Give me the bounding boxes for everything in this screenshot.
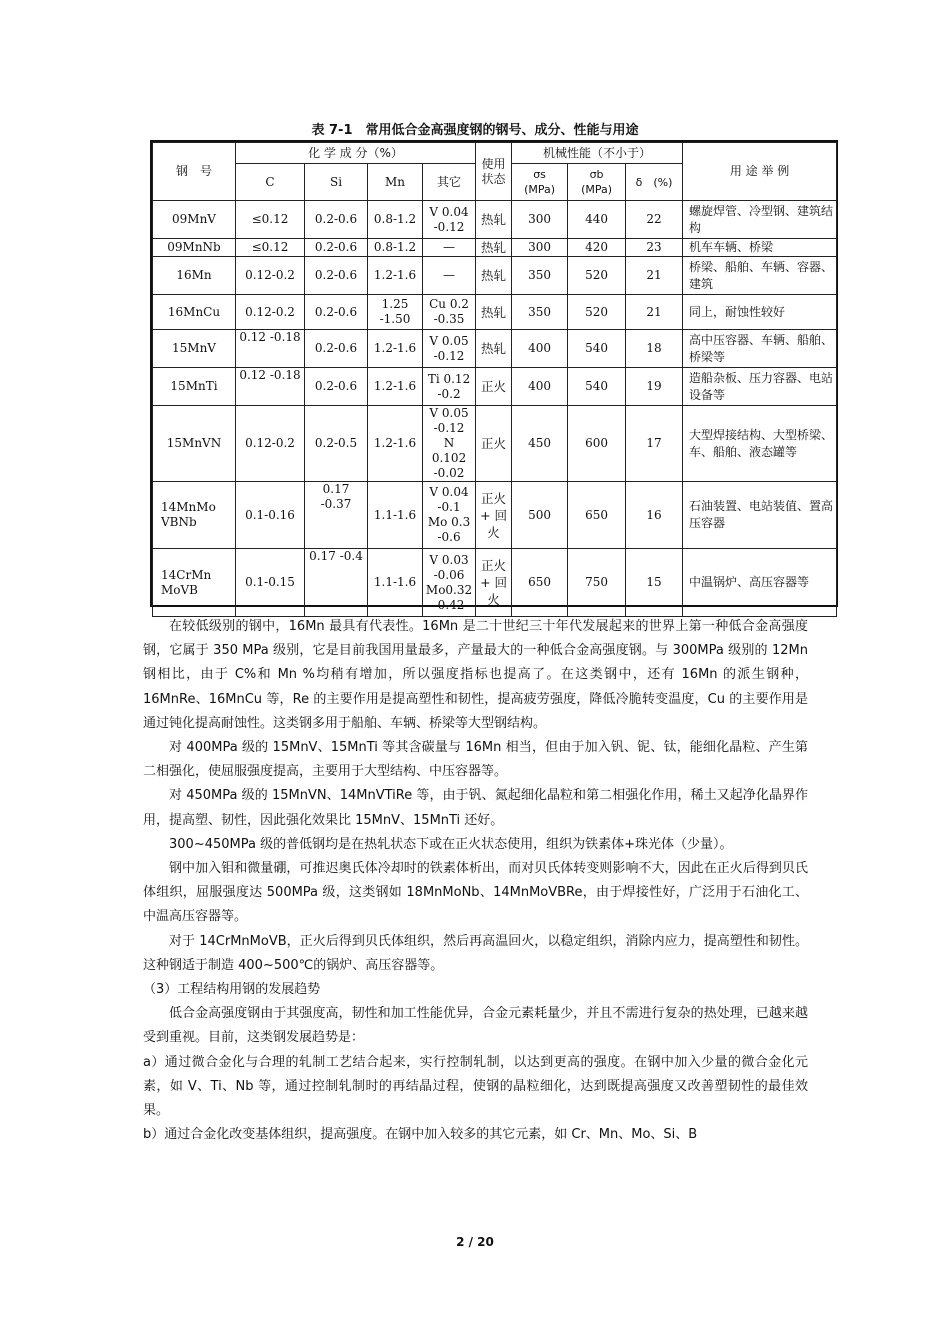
cell-sb: 540 [568,330,626,368]
cell-mn: 1.2-1.6 [368,368,423,406]
cell-si: 0.2-0.6 [305,257,368,295]
cell-delta: 15 [626,549,683,617]
cell-state: 正火 + 回 火 [476,549,512,617]
cell-use: 石油装置、电站装值、置高压容器 [683,482,837,549]
cell-mn: 0.8-1.2 [368,239,423,257]
cell-delta: 21 [626,257,683,295]
header-ss: σs (MPa) [512,164,568,201]
cell-ss: 650 [512,549,568,617]
cell-si: 0.2-0.6 [305,330,368,368]
header-c: C [236,164,305,201]
cell-use: 机车车辆、桥梁 [683,239,837,257]
cell-other: V 0.03 -0.06 Mo0.32 -0.42 [423,549,476,617]
cell-ss: 300 [512,239,568,257]
cell-si: 0.2-0.5 [305,406,368,482]
paragraph: 对 400MPa 级的 15MnV、15MnTi 等其含碳量与 16Mn 相当，但由于加入钒、铌、钛，能细化晶粒、产生第二相强化，使屈服强度提高，主要用于大型结构、中压容器等。 [143,740,808,780]
paragraph: 钢中加入钼和微量硼，可推迟奥氏体冷却时的铁素体析出，而对贝氏体转变则影响不大，因此在正火后得到贝氏体组织，屈服强度达 500MPa 级，这类钢如 18MnMoNb、14MnMoVBRe，由于焊接性好，广泛用于石油化工、中温高压容器等。 [143,861,808,925]
cell-grade: 16MnCu [153,295,236,330]
cell-other: — [423,257,476,295]
cell-state: 正火 [476,368,512,406]
cell-other: V 0.05 -0.12 N 0.102 -0.02 [423,406,476,482]
table-row [153,549,837,617]
header-sb: σb (MPa) [568,164,626,201]
cell-sb: 420 [568,239,626,257]
table-row [153,295,837,330]
cell-si: 0.2-0.6 [305,239,368,257]
cell-c: ≤0.12 [236,201,305,239]
cell-delta: 23 [626,239,683,257]
header-other: 其它 [423,164,476,201]
table-row [153,406,837,482]
cell-delta: 19 [626,368,683,406]
cell-other: — [423,239,476,257]
paragraph: 对于 14CrMnMoVB，正火后得到贝氏体组织，然后再高温回火，以稳定组织，消除内应力，提高塑性和韧性。这种钢适于制造 400~500℃的锅炉、高压容器等。 [143,933,808,973]
cell-c: 0.12-0.2 [236,406,305,482]
header-use: 用 途 举 例 [683,143,837,201]
cell-delta: 18 [626,330,683,368]
header-delta: δ (%) [626,164,683,201]
cell-grade: 09MnNb [153,239,236,257]
table-row [153,257,837,295]
paragraph: 300~450MPa 级的普低钢均是在热轧状态下或在正火状态使用，组织为铁素体+珠光体（少量）。 [169,836,733,852]
header-state: 使用状态 [476,143,512,201]
cell-ss: 350 [512,295,568,330]
cell-sb: 650 [568,482,626,549]
cell-ss: 500 [512,482,568,549]
cell-mn: 1.25 -1.50 [368,295,423,330]
cell-mn: 1.2-1.6 [368,257,423,295]
cell-mn: 1.2-1.6 [368,406,423,482]
cell-c: 0.12-0.2 [236,257,305,295]
header-mech: 机械性能（不小于） [512,143,683,164]
paragraph: 对 450MPa 级的 15MnVN、14MnVTiRe 等，由于钒、氮起细化晶粒和第二相强化作用，稀土又起净化晶界作用，提高塑、韧性，因此强化效果比 15MnV、15MnTi 还好。 [143,788,808,828]
table-row [153,368,837,406]
cell-use: 大型焊接结构、大型桥梁、车、船舶、液态罐等 [683,406,837,482]
cell-delta: 22 [626,201,683,239]
cell-c: 0.12 -0.18 [236,368,305,406]
cell-use: 同上，耐蚀性较好 [683,295,837,330]
cell-use: 中温锅炉、高压容器等 [683,549,837,617]
cell-mn: 1.1-1.6 [368,482,423,549]
cell-si: 0.2-0.6 [305,295,368,330]
header-chem: 化 学 成 分（%） [236,143,476,164]
steel-properties-table [152,142,837,617]
cell-sb: 520 [568,257,626,295]
cell-sb: 520 [568,295,626,330]
cell-ss: 300 [512,201,568,239]
header-grade: 钢 号 [153,143,236,201]
cell-mn: 1.1-1.6 [368,549,423,617]
cell-use: 造船杂板、压力容器、电站设备等 [683,368,837,406]
cell-other: Cu 0.2 -0.35 [423,295,476,330]
cell-use: 螺旋焊管、冷型钢、建筑结构 [683,201,837,239]
list-item-a: a）通过微合金化与合理的轧制工艺结合起来，实行控制轧制，以达到更高的强度。在钢中加入少量的微合金化元素，如 V、Ti、Nb 等，通过控制轧制时的再结晶过程，使钢的晶粒细化，达到既提高强度又改善塑韧性的最佳效果。 [143,1054,808,1119]
cell-state: 热轧 [476,330,512,368]
cell-state: 正火 + 回 火 [476,482,512,549]
cell-sb: 540 [568,368,626,406]
cell-delta: 21 [626,295,683,330]
body-text [143,615,808,1147]
cell-mn: 1.2-1.6 [368,330,423,368]
list-item-b: b）通过合金化改变基体组织，提高强度。在钢中加入较多的其它元素，如 Cr、Mn、Mo、Si、B [143,1127,698,1143]
cell-other: V 0.05 -0.12 [423,330,476,368]
cell-state: 热轧 [476,239,512,257]
cell-c: ≤0.12 [236,239,305,257]
table-row [153,201,837,239]
cell-state: 热轧 [476,295,512,330]
paragraph: 在较低级别的钢中，16Mn 最具有代表性。16Mn 是二十世纪三十年代发展起来的世界上第一种低合金高强度钢，它属于 350 MPa 级别，它是目前我国用量最多，产量最大的一种低合金高强度钢。与 300MPa 级别的 12Mn 钢相比，由于 C%和 Mn %均稍有增加，所以强度指标也提高了。在这类钢中，还有 16Mn 的派生钢种，16MnRe、16MnCu 等，Re 的主要作用是提高塑性和韧性，提高疲劳强度，降低冷脆转变温度，Cu 的主要作用是通过钝化提高耐蚀性。这类钢多用于船舶、车辆、桥梁等大型钢结构。 [143,619,808,731]
cell-ss: 400 [512,368,568,406]
cell-sb: 440 [568,201,626,239]
header-mn: Mn [368,164,423,201]
page-number: 2 / 20 [456,1235,494,1249]
table-row [153,482,837,549]
cell-delta: 17 [626,406,683,482]
cell-c: 0.12-0.2 [236,295,305,330]
header-si: Si [305,164,368,201]
cell-grade: 09MnV [153,201,236,239]
cell-grade: 14CrMn MoVB [153,549,236,617]
cell-ss: 400 [512,330,568,368]
cell-state: 热轧 [476,257,512,295]
table-caption: 表 7-1 常用低合金高强度钢的钢号、成分、性能与用途 [311,123,639,138]
cell-grade: 15MnTi [153,368,236,406]
cell-c: 0.1-0.16 [236,482,305,549]
cell-si: 0.17 -0.4 [305,549,368,617]
section-heading: （3）工程结构用钢的发展趋势 [143,982,321,998]
cell-use: 桥梁、船舶、车辆、容器、建筑 [683,257,837,295]
cell-grade: 16Mn [153,257,236,295]
cell-other: Ti 0.12 -0.2 [423,368,476,406]
cell-ss: 350 [512,257,568,295]
paragraph: 低合金高强度钢由于其强度高，韧性和加工性能优异，合金元素耗量少，并且不需进行复杂的热处理，已越来越受到重视。目前，这类钢发展趋势是： [143,1006,808,1046]
cell-c: 0.12 -0.18 [236,330,305,368]
cell-state: 正火 [476,406,512,482]
cell-c: 0.1-0.15 [236,549,305,617]
cell-ss: 450 [512,406,568,482]
cell-grade: 14MnMo VBNb [153,482,236,549]
cell-mn: 0.8-1.2 [368,201,423,239]
cell-grade: 15MnV [153,330,236,368]
steel-table-frame [150,140,838,612]
cell-other: V 0.04 -0.1 Mo 0.3 -0.6 [423,482,476,549]
table-row [153,330,837,368]
cell-si: 0.2-0.6 [305,201,368,239]
cell-si: 0.2-0.6 [305,368,368,406]
cell-delta: 16 [626,482,683,549]
cell-sb: 600 [568,406,626,482]
cell-other: V 0.04 -0.12 [423,201,476,239]
cell-grade: 15MnVN [153,406,236,482]
table-row [153,239,837,257]
cell-si: 0.17 -0.37 [305,482,368,549]
cell-state: 热轧 [476,201,512,239]
cell-sb: 750 [568,549,626,617]
cell-use: 高中压容器、车辆、船舶、桥梁等 [683,330,837,368]
